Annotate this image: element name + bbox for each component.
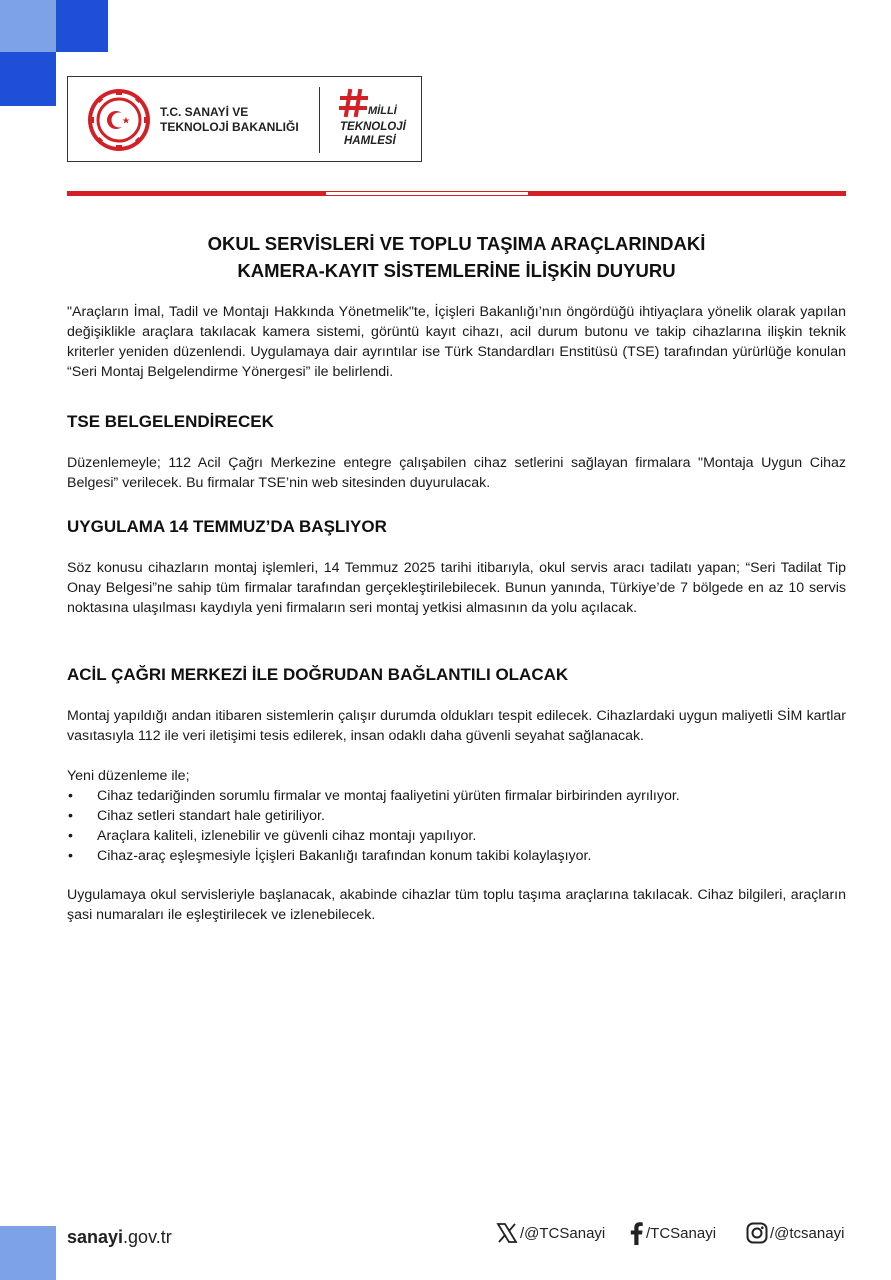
page-title <box>67 230 846 284</box>
list-item-text: Araçlara kaliteli, izlenebilir ve güvenli cihaz montajı yapılıyor. <box>97 828 477 844</box>
ministry-name-line2: TEKNOLOJİ BAKANLIĞI <box>160 120 299 134</box>
ministry-name-line1: T.C. SANAYİ VE <box>160 105 249 119</box>
milli-teknoloji-hamlesi-logo <box>338 87 410 153</box>
logo-divider <box>319 87 320 153</box>
instagram-handle: /@tcsanayi <box>770 1224 845 1242</box>
facebook-social-link[interactable] <box>628 1220 716 1246</box>
list-item-text: Cihaz setleri standart hale getiriliyor. <box>97 808 325 824</box>
x-logo-icon <box>496 1222 518 1244</box>
closing-paragraph: Uygulamaya okul servisleriyle başlanacak, akabinde cihazlar tüm toplu taşıma araçlarına takılacak. Cihaz bilgileri, araçların şasi numaraları ile eşleştirilecek ve izlenebilecek. <box>67 887 846 923</box>
corner-square-light <box>0 0 56 52</box>
list-item-text: Cihaz-araç eşleşmesiyle İçişleri Bakanlığı tarafından konum takibi kolaylaşıyor. <box>97 848 592 864</box>
campaign-logo-line3: HAMLESİ <box>344 135 396 147</box>
header-logo-box <box>67 76 422 162</box>
section-heading-start-date: UYGULAMA 14 TEMMUZ’DA BAŞLIYOR <box>67 517 387 536</box>
footer-corner-square <box>0 1226 56 1280</box>
section-heading-tse: TSE BELGELENDİRECEK <box>67 412 274 431</box>
instagram-social-link[interactable] <box>746 1220 844 1246</box>
list-item-text: Cihaz tedariğinden sorumlu firmalar ve montaj faaliyetini yürüten firmalar birbirinden ayrılıyor. <box>97 788 680 804</box>
instagram-logo-icon <box>746 1222 768 1244</box>
list-intro: Yeni düzenleme ile; <box>67 768 190 784</box>
page-title-line1: OKUL SERVİSLERİ VE TOPLU TAŞIMA ARAÇLARINDAKİ <box>207 233 706 254</box>
website-domain-rest: .gov.tr <box>123 1227 172 1247</box>
ministry-emblem-icon <box>86 87 152 153</box>
website-link[interactable] <box>67 1226 172 1248</box>
list-item <box>67 846 846 866</box>
x-social-link[interactable] <box>496 1220 605 1246</box>
x-handle: /@TCSanayi <box>520 1224 606 1242</box>
list-item <box>67 806 846 826</box>
bullet-marker: • <box>68 848 73 864</box>
website-domain-bold: sanayi <box>67 1227 124 1247</box>
list-item <box>67 786 846 806</box>
page-title-line2: KAMERA-KAYIT SİSTEMLERİNE İLİŞKİN DUYURU <box>237 260 676 281</box>
bullet-marker: • <box>68 828 73 844</box>
corner-square-dark <box>0 52 56 106</box>
facebook-handle: /TCSanayi <box>646 1224 717 1242</box>
header-rule-gap <box>326 192 528 195</box>
campaign-logo-line2: TEKNOLOJİ <box>340 121 406 133</box>
section-text-emergency: Montaj yapıldığı andan itibaren sistemlerin çalışır durumda oldukları tespit edilecek. Cihazlardaki uygun maliyetli SİM kartlar vasıtasıyla 112 ile veri iletişimi tesis edilerek, insan odaklı daha güvenli seyahat sağlanacak. <box>67 708 846 744</box>
bullet-marker: • <box>68 788 73 804</box>
intro-paragraph: "Araçların İmal, Tadil ve Montajı Hakkında Yönetmelik"te, İçişleri Bakanlığı’nın öngördüğü ihtiyaçlara yönelik olarak yapılan değişiklikle araçlara takılacak kamera sistemi, görüntü kayıt cihazı, acil durum butonu ve takip cihazlarına ilişkin teknik kriterler yeniden düzenlendi. Uygulamaya dair ayrıntılar ise Türk Standardları Enstitüsü (TSE) tarafından yürürlüğe konulan “Seri Montaj Belgelendirme Yönergesi” ile belirlendi. <box>67 304 846 380</box>
regulation-list <box>67 786 846 866</box>
ministry-name <box>160 105 299 135</box>
section-text-start-date: Söz konusu cihazların montaj işlemleri, 14 Temmuz 2025 tarihi itibarıyla, okul servis aracı tadilatı yapan; “Seri Tadilat Tip Onay Belgesi”ne sahip tüm firmalar tarafından gerçekleştirilebilecek. Bunun yanında, Türkiye’de 7 bölgede en az 10 servis noktasına ulaşılması kaydıyla yeni firmaların seri montaj yetkisi almasının da yolu açılacak. <box>67 560 846 616</box>
section-text-tse: Düzenlemeyle; 112 Acil Çağrı Merkezine entegre çalışabilen cihaz setlerini sağlayan firmalara "Montaja Uygun Cihaz Belgesi” verilecek. Bu firmalar TSE’nin web sitesinden duyurulacak. <box>67 455 846 491</box>
corner-square-dark <box>56 0 108 52</box>
bullet-marker: • <box>68 808 73 824</box>
list-item <box>67 826 846 846</box>
facebook-logo-icon <box>628 1221 644 1245</box>
section-heading-emergency: ACİL ÇAĞRI MERKEZİ İLE DOĞRUDAN BAĞLANTILI OLACAK <box>67 665 569 684</box>
campaign-logo-line1: MİLLİ <box>368 105 397 117</box>
